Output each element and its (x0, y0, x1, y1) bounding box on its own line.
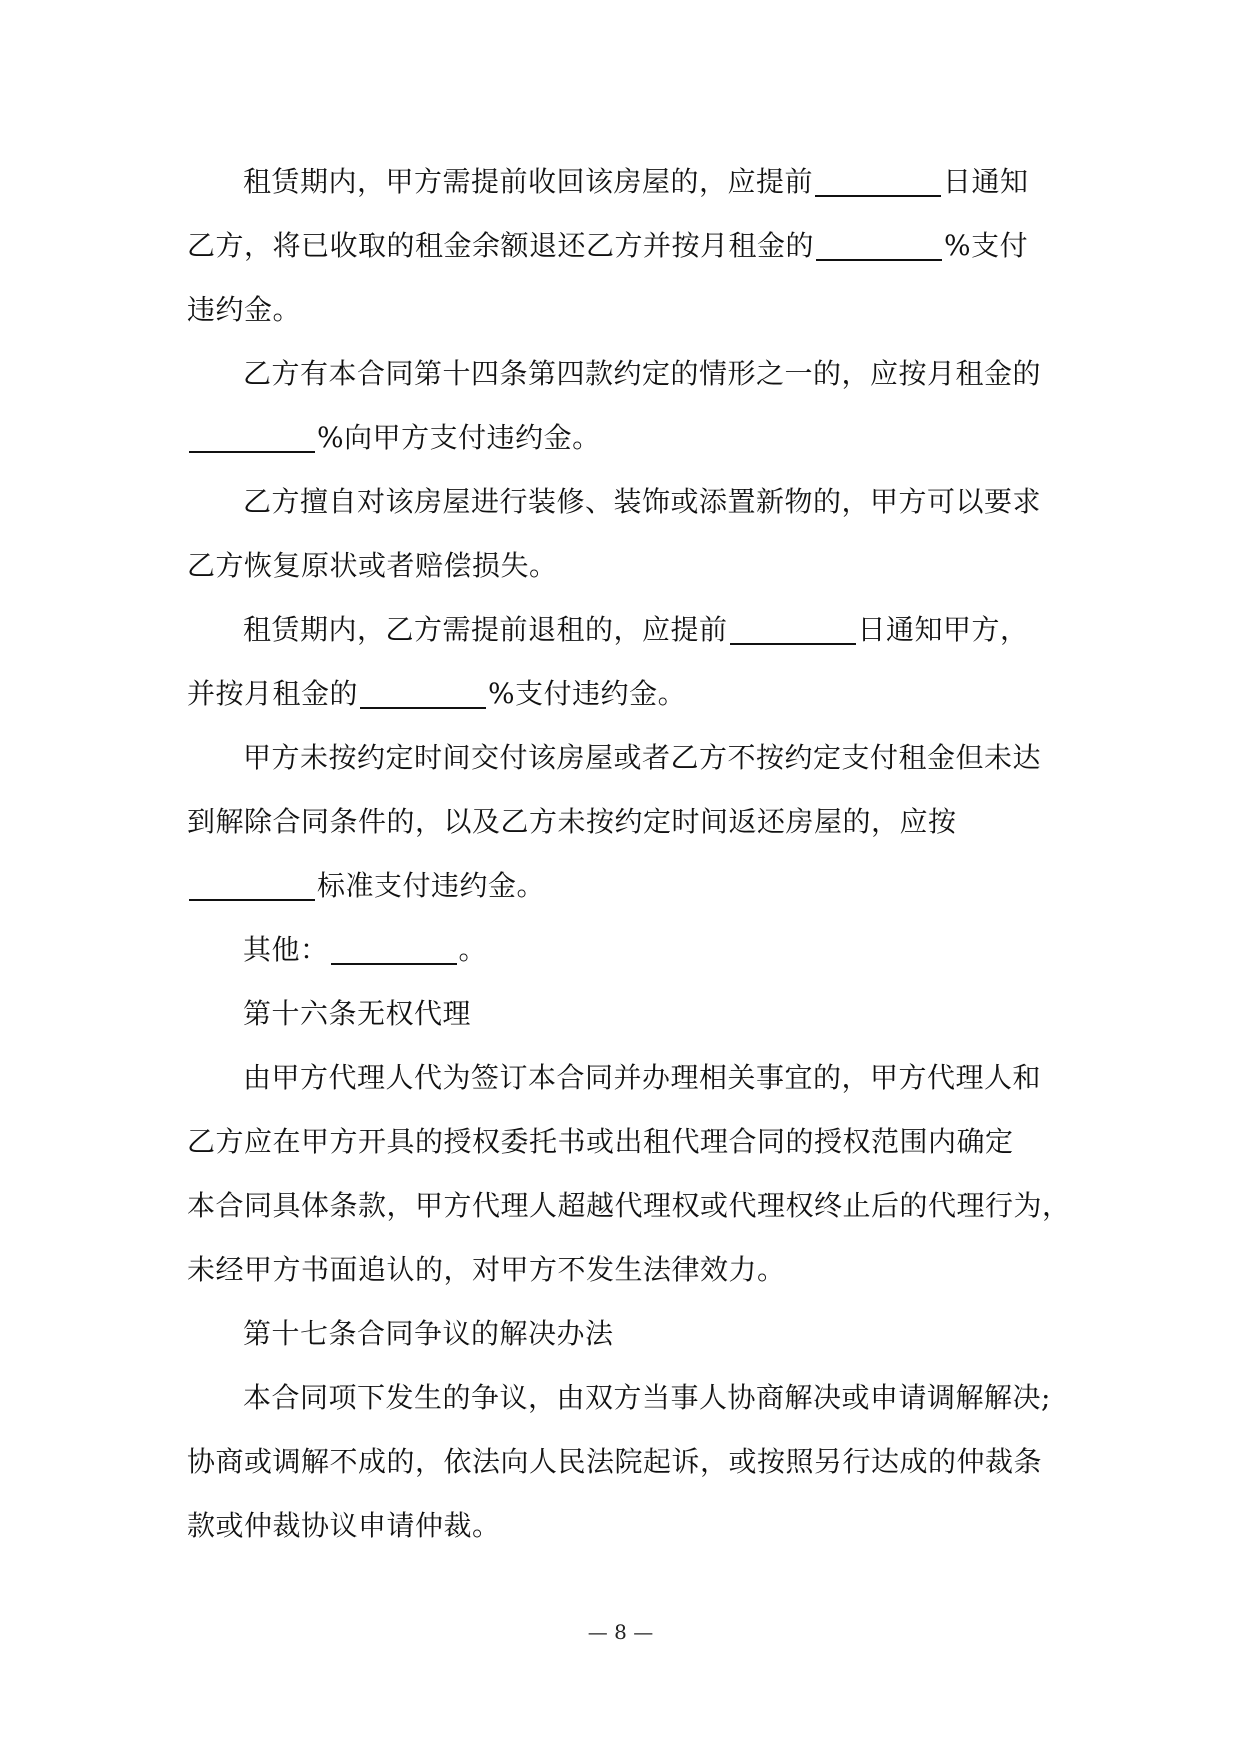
text-line (187, 982, 1055, 1046)
text-segment: 协商或调解不成的，依法向人民法院起诉，或按照另行达成的仲裁条 (187, 1445, 1043, 1478)
fill-in-blank (816, 231, 942, 261)
text-segment: 到解除合同条件的，以及乙方未按约定时间返还房屋的，应按 (187, 805, 957, 838)
text-segment: 乙方恢复原状或者赔偿损失。 (187, 549, 558, 582)
text-line (187, 150, 1055, 214)
paragraph (187, 982, 1055, 1046)
text-line (187, 726, 1055, 790)
text-segment: 乙方，将已收取的租金余额退还乙方并按月租金的 (187, 229, 815, 262)
text-segment: 标准支付违约金。 (317, 869, 546, 902)
paragraph (187, 470, 1055, 598)
text-segment: 违约金。 (187, 293, 302, 326)
text-segment: 乙方有本合同第十四条第四款约定的情形之一的，应按月租金的 (243, 357, 1042, 390)
text-segment: 第十七条合同争议的解决办法 (243, 1317, 614, 1350)
text-line (187, 918, 1055, 982)
text-segment: 由甲方代理人代为签订本合同并办理相关事宜的，甲方代理人和 (243, 1061, 1042, 1094)
text-segment: %向甲方支付违约金。 (317, 421, 601, 454)
text-segment: 乙方擅自对该房屋进行装修、装饰或添置新物的，甲方可以要求 (243, 485, 1042, 518)
text-line (187, 278, 1055, 342)
text-line (187, 406, 1055, 470)
document-body (187, 150, 1071, 1558)
text-line (187, 1494, 1055, 1558)
text-segment: 款或仲裁协议申请仲裁。 (187, 1509, 501, 1542)
paragraph (187, 726, 1055, 918)
paragraph (187, 1302, 1055, 1366)
text-segment: 乙方应在甲方开具的授权委托书或出租代理合同的授权范围内确定 (187, 1125, 1014, 1158)
text-segment: 。 (458, 933, 488, 966)
text-line (187, 854, 1055, 918)
text-segment: 租赁期内，甲方需提前收回该房屋的，应提前 (243, 165, 814, 198)
text-segment: 其他： (243, 933, 329, 966)
text-line (187, 598, 1055, 662)
text-line (187, 662, 1055, 726)
paragraph (187, 342, 1055, 470)
text-line (187, 342, 1055, 406)
paragraph (187, 1366, 1055, 1558)
text-segment: 日通知甲方， (857, 613, 1029, 646)
text-line (187, 1046, 1055, 1110)
paragraph (187, 1046, 1071, 1302)
text-segment: 日通知 (943, 165, 1029, 198)
fill-in-blank (189, 871, 315, 901)
fill-in-blank (331, 935, 457, 965)
text-segment: 第十六条无权代理 (243, 997, 472, 1030)
text-segment: %支付 (944, 229, 1029, 262)
paragraph (187, 150, 1055, 342)
text-line (187, 1302, 1055, 1366)
text-line (187, 214, 1055, 278)
text-line (187, 534, 1055, 598)
text-segment: 本合同项下发生的争议，由双方当事人协商解决或申请调解解决; (243, 1381, 1051, 1414)
text-line (187, 470, 1055, 534)
text-line (187, 1366, 1055, 1430)
text-line (187, 790, 1055, 854)
fill-in-blank (360, 679, 486, 709)
paragraph (187, 918, 1055, 982)
text-segment: 甲方未按约定时间交付该房屋或者乙方不按约定支付租金但未达 (243, 741, 1042, 774)
text-line (187, 1430, 1055, 1494)
paragraph (187, 598, 1055, 726)
text-line (187, 1174, 1071, 1238)
fill-in-blank (730, 615, 856, 645)
text-segment: 未经甲方书面追认的，对甲方不发生法律效力。 (187, 1253, 786, 1286)
text-segment: 租赁期内，乙方需提前退租的，应提前 (243, 613, 728, 646)
text-segment: 本合同具体条款，甲方代理人超越代理权或代理权终止后的代理行为， (187, 1189, 1071, 1222)
text-line (187, 1110, 1055, 1174)
fill-in-blank (189, 423, 315, 453)
page-number: — 8 — (587, 1620, 654, 1644)
fill-in-blank (815, 167, 941, 197)
text-line (187, 1238, 1055, 1302)
text-segment: 并按月租金的 (187, 677, 359, 710)
text-segment: %支付违约金。 (488, 677, 687, 710)
